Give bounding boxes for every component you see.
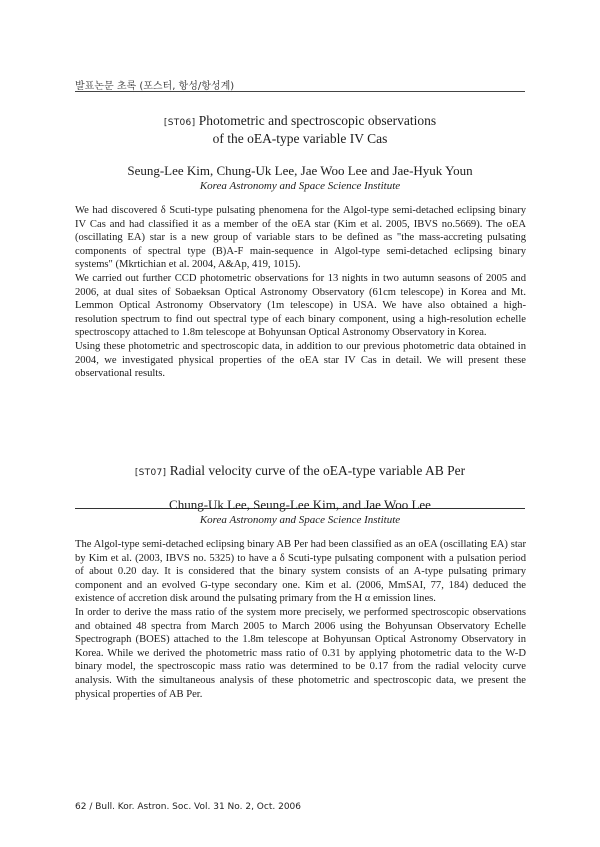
article-title [75,463,525,481]
page-footer: 62 / Bull. Kor. Astron. Soc. Vol. 31 No. 2, Oct. 2006 [75,802,301,812]
abstract-paragraph: We carried out further CCD photometric observations for 13 nights in two autumn seasons of 2005 and 2006, at dual sites of Sobaeksan Optical Astronomy Observatory (61cm telescope) in Korea and Mt. Lemmon Optical Astronomy Observatory (1m telescope) in USA. We have also obtained a high-resolution spectrum to find out spectral type of each binary component, using a high-resolution echelle spectroscopy attached to 1.8m telescope at Bohyunsan Optical Astronomy Observatory in Korea. [75,272,526,339]
article-code: [ST06] [163,118,196,128]
article-affiliation: Korea Astronomy and Space Science Institute [199,514,401,526]
article-code: [ST07] [134,468,167,478]
abstract-paragraph: Using these photometric and spectroscopic data, in addition to our previous photometric data obtained in 2004, we investigated physical properties of the oEA star IV Cas in detail. We will present these observational results. [75,340,526,380]
abstract-paragraph: We had discovered δ Scuti-type pulsating phenomena for the Algol-type semi-detached eclipsing binary IV Cas and had classified it as a member of the oEA star (Kim et al. 2005, IBVS no.5669). The oEA (oscillating EA) star is a new group of variable stars to be defined as "the mass-accreting pulsating components of spectral type (B)A-F main-sequence in Algol-type semi-detached eclipsing binary systems" (Mkrtichian et al. 2004, A&Ap, 419, 1015). [75,205,526,271]
section-header: 발표논문 초록 (포스터, 항성/항성계) [75,81,235,92]
article-abstract [75,538,526,701]
abstract-paragraph: In order to derive the mass ratio of the system more precisely, we performed spectroscopic observations and obtained 48 spectra from March 2005 to March 2006 using the Bohyunsan Observatory Echelle Spectrograph (BOES) attached to the 1.8m telescope at Bohyunsan Optical Astronomy Observatory in Korea. While we derived the photometric mass ratio of 0.31 by applying photometric data to the W-D binary model, the spectroscopic mass ratio was determined to be 0.17 from the radial velocity curve analysis. With the simultaneous analysis of these photometric and spectroscopic data, we present the physical properties of AB Per. [75,606,526,700]
article-title-line1: Radial velocity curve of the oEA-type variable AB Per [169,463,466,478]
header-rule [75,91,525,92]
article-authors: Chung-Uk Lee, Seung-Lee Kim, and Jae Woo Lee [169,497,431,512]
article-authors: Seung-Lee Kim, Chung-Uk Lee, Jae Woo Lee and Jae-Hyuk Youn [127,163,473,178]
article-title-line2: of the oEA-type variable IV Cas [212,131,388,146]
article-abstract [75,204,526,381]
article-affiliation: Korea Astronomy and Space Science Institute [199,180,401,192]
article-title [75,113,525,147]
article-title-line1: Photometric and spectroscopic observations [198,113,437,128]
abstract-paragraph: The Algol-type semi-detached eclipsing binary AB Per had been classified as an oEA (oscillating EA) star by Kim et al. (2003, IBVS no. 5325) to have a δ Scuti-type pulsating component with a pulsation period of about 0.20 day. It is considered that the binary system consists of an A-type pulsating primary component and an evolved G-type secondary one. Kim et al. (2006, MmSAI, 77, 184) deduced the existence of accretion disk around the pulsating primary from the H α emission lines. [75,539,526,605]
